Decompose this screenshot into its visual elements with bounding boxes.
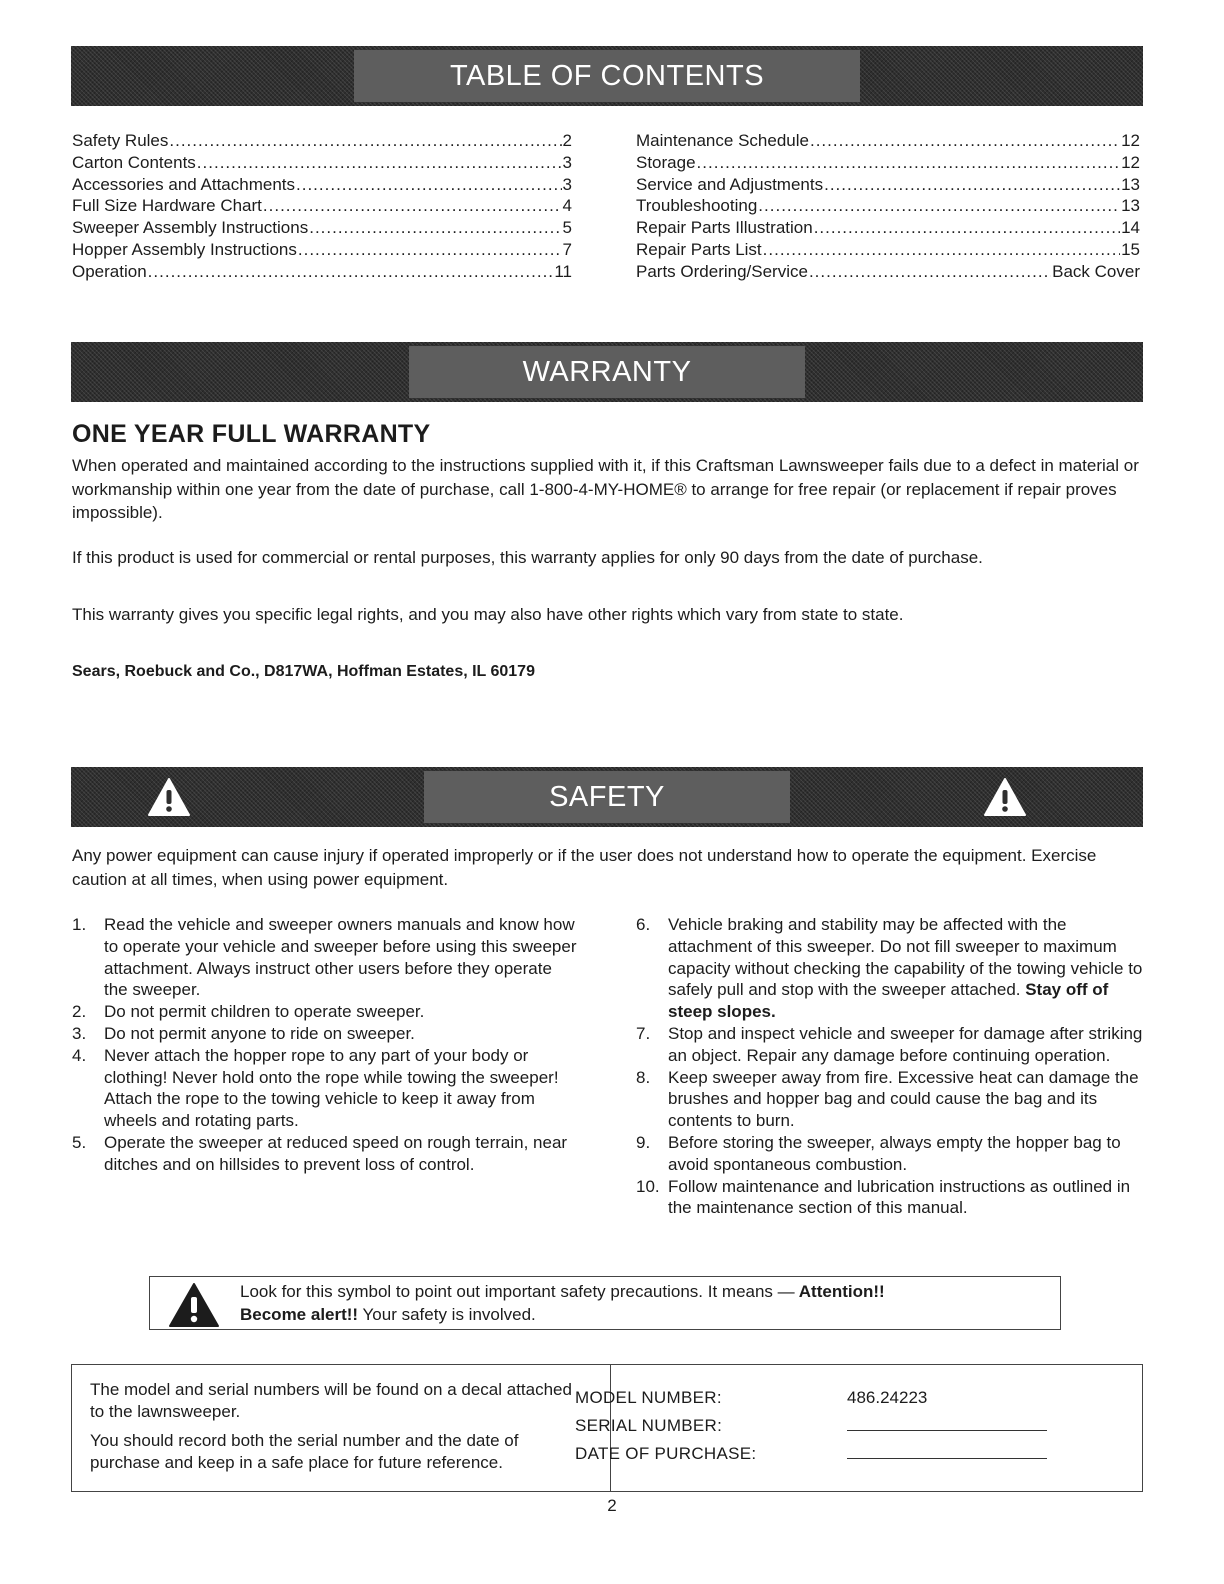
safety-rule-number: 4. [72, 1045, 87, 1065]
safety-rule-text: Follow maintenance and lubrication instructions as outlined in the maintenance section of this manual. [668, 1176, 1131, 1218]
toc-entry-page: 12 [1121, 131, 1140, 150]
toc-entry-label: Repair Parts Illustration [636, 218, 813, 238]
safety-rule [72, 914, 577, 1001]
record-text-1: The model and serial numbers will be found on a decal attached to the lawnsweeper. [90, 1380, 572, 1421]
safety-rule-text: Vehicle braking and stability may be affected with the attachment of this sweeper. Do not fill sweeper to maximum capacity without checking the capability of the towing vehicle to safely pull and stop with the sweeper attached. [668, 915, 1143, 1000]
record-instructions [90, 1379, 590, 1481]
page-number: 2 [607, 1496, 617, 1515]
safety-rule [636, 1023, 1146, 1067]
safety-rule [636, 1132, 1146, 1176]
toc-entry-label: Operation [72, 261, 147, 281]
toc-entry-page: 12 [1121, 152, 1140, 172]
record-text-2: You should record both the serial number and the date of purchase and keep in a safe place for future reference. [90, 1431, 519, 1472]
toc-entry [72, 239, 572, 261]
warranty-banner-title: WARRANTY [522, 355, 692, 388]
warning-triangle-icon [147, 777, 191, 817]
date-of-purchase-label: DATE OF PURCHASE: [575, 1444, 757, 1463]
warning-triangle-icon [168, 1282, 220, 1328]
safety-rule [72, 1132, 577, 1176]
toc-entry-page: Back Cover [1052, 261, 1140, 281]
toc-leader-dots [296, 174, 562, 196]
toc-entry-page: 3 [562, 174, 572, 194]
safety-rule-text: Stop and inspect vehicle and sweeper for damage after striking an object. Repair any damage before continuing operation. [668, 1023, 1143, 1065]
toc-leader-dots [824, 174, 1120, 196]
toc-entry [636, 217, 1140, 239]
warranty-banner-label-box [409, 346, 805, 398]
toc-entry-page: 4 [562, 196, 572, 216]
safety-rule-emphasis: Stay off of steep slopes. [668, 980, 1109, 1022]
toc-leader-dots [148, 261, 554, 283]
toc-left-column [72, 130, 572, 283]
toc-leader-dots [809, 261, 1051, 283]
toc-banner [71, 46, 1143, 106]
safety-rule-text: Keep sweeper away from fire. Excessive heat can damage the brushes and hopper bag and could cause the bag and its contents to burn. [668, 1067, 1139, 1131]
toc-leader-dots [197, 152, 562, 174]
toc-leader-dots [814, 217, 1120, 239]
toc-entry-page: 13 [1121, 196, 1140, 216]
toc-entry [636, 152, 1140, 174]
toc-entry-label: Storage [636, 152, 696, 172]
safety-rule-number: 6. [636, 915, 651, 934]
safety-rule-number: 5. [72, 1132, 87, 1152]
safety-rule [636, 914, 1146, 1023]
safety-rule-text: Do not permit anyone to ride on sweeper. [104, 1023, 415, 1043]
serial-number-row [575, 1416, 1047, 1436]
safety-banner-title: SAFETY [549, 780, 665, 813]
toc-entry [636, 174, 1140, 196]
toc-leader-dots [697, 152, 1121, 174]
toc-leader-dots [763, 239, 1120, 261]
toc-entry-label: Repair Parts List [636, 239, 762, 259]
safety-rule [72, 1001, 577, 1023]
attention-text [240, 1280, 1040, 1326]
toc-entry-label: Carton Contents [72, 152, 196, 172]
serial-number-field[interactable] [847, 1416, 1047, 1431]
toc-entry-label: Maintenance Schedule [636, 131, 809, 150]
safety-intro: Any power equipment can cause injury if operated improperly or if the user does not understand how to operate the equipment. Exercise caution at all times, when using power equipment. [72, 846, 1097, 889]
toc-leader-dots [309, 217, 561, 239]
attention-text-tail: Your safety is involved. [358, 1305, 536, 1324]
warranty-address: Sears, Roebuck and Co., D817WA, Hoffman Estates, IL 60179 [72, 663, 535, 680]
toc-title: TABLE OF CONTENTS [449, 59, 765, 92]
attention-emphasis: Attention!! [794, 1282, 885, 1301]
warranty-paragraph-3: This warranty gives you specific legal rights, and you may also have other rights which vary from state to state. [72, 605, 904, 624]
warranty-title: ONE YEAR FULL WARRANTY [72, 420, 431, 448]
safety-banner [71, 767, 1143, 827]
toc-leader-dots [298, 239, 562, 261]
toc-entry-label: Service and Adjustments [636, 174, 824, 194]
toc-entry-label: Troubleshooting [636, 196, 758, 216]
safety-rule-number: 7. [636, 1023, 651, 1043]
safety-rule-text: Operate the sweeper at reduced speed on rough terrain, near ditches and on hillsides to prevent loss of control. [104, 1132, 568, 1174]
safety-rule-text: Before storing the sweeper, always empty the hopper bag to avoid spontaneous combustion. [668, 1132, 1121, 1174]
toc-entry [636, 239, 1140, 261]
toc-entry-page: 5 [562, 218, 572, 238]
toc-entry [636, 195, 1140, 217]
safety-rules-right [636, 914, 1146, 1219]
safety-rule [636, 1176, 1146, 1220]
attention-box [149, 1276, 1061, 1330]
attention-text-lead: Look for this symbol to point out important safety precautions. It means — [240, 1282, 795, 1301]
toc-entry-label: Hopper Assembly Instructions [72, 239, 297, 259]
safety-rule-text: Do not permit children to operate sweeper. [104, 1002, 425, 1022]
toc-entry [636, 130, 1140, 152]
warranty-paragraph-1: When operated and maintained according to the instructions supplied with it, if this Craftsman Lawnsweeper fails due to a defect in material or workmanship within one year from the date of purchase, call 1-800-4-MY-HOME® to arrange for free repair (or replacement if repair proves impossible). [72, 456, 1139, 522]
toc-leader-dots [263, 195, 562, 217]
toc-banner-label-box [354, 50, 860, 102]
safety-rule-number: 9. [636, 1132, 651, 1152]
safety-rule [72, 1045, 577, 1132]
safety-rule-text: Read the vehicle and sweeper owners manuals and know how to operate your vehicle and sweeper before using this sweeper attachment. Always instruct other users before they operate the sweeper. [104, 915, 577, 1000]
safety-rules-left [72, 914, 577, 1176]
toc-entry [72, 130, 572, 152]
toc-entry [72, 174, 572, 196]
toc-entry-page: 7 [562, 239, 572, 259]
toc-entry-page: 15 [1121, 239, 1140, 259]
toc-entry-page: 14 [1121, 218, 1140, 238]
safety-rule-text: Never attach the hopper rope to any part of your body or clothing! Never hold onto the rope while towing the sweeper! Attach the rope to the towing vehicle to keep it away from wheels and rotating parts. [104, 1045, 559, 1131]
toc-right-column [636, 130, 1140, 283]
toc-entry-label: Parts Ordering/Service [636, 261, 808, 281]
safety-rule-number: 8. [636, 1067, 651, 1087]
safety-rule-number: 10. [636, 1176, 660, 1196]
model-number-label: MODEL NUMBER: [575, 1388, 722, 1407]
safety-rule [72, 1023, 577, 1045]
warning-triangle-icon [983, 777, 1027, 817]
toc-entry-label: Safety Rules [72, 131, 169, 150]
warranty-paragraph-2: If this product is used for commercial or rental purposes, this warranty applies for only 90 days from the date of purchase. [72, 548, 983, 567]
safety-rule-number: 1. [72, 915, 87, 934]
toc-leader-dots [169, 130, 561, 152]
model-number-value: 486.24223 [847, 1388, 928, 1407]
toc-entry [636, 261, 1140, 283]
date-of-purchase-row [575, 1444, 1047, 1464]
safety-rule-number: 2. [72, 1002, 87, 1022]
toc-entry-page: 3 [562, 152, 572, 172]
toc-entry [72, 152, 572, 174]
safety-rule [636, 1067, 1146, 1132]
toc-leader-dots [758, 195, 1120, 217]
date-of-purchase-field[interactable] [847, 1444, 1047, 1459]
toc-entry [72, 195, 572, 217]
toc-entry-label: Accessories and Attachments [72, 174, 296, 194]
safety-rule-number: 3. [72, 1023, 87, 1043]
toc-entry-label: Full Size Hardware Chart [72, 196, 262, 216]
become-alert-emphasis: Become alert!! [240, 1305, 359, 1324]
toc-entry-page: 2 [562, 131, 572, 150]
safety-banner-label-box [424, 771, 790, 823]
toc-entry-page: 13 [1121, 174, 1140, 194]
toc-leader-dots [810, 130, 1120, 152]
serial-number-label: SERIAL NUMBER: [575, 1416, 723, 1435]
toc-entry [72, 261, 572, 283]
toc-entry [72, 217, 572, 239]
toc-entry-page: 11 [554, 261, 572, 281]
toc-entry-label: Sweeper Assembly Instructions [72, 218, 309, 238]
warranty-banner [71, 342, 1143, 402]
model-number-row [575, 1388, 927, 1408]
